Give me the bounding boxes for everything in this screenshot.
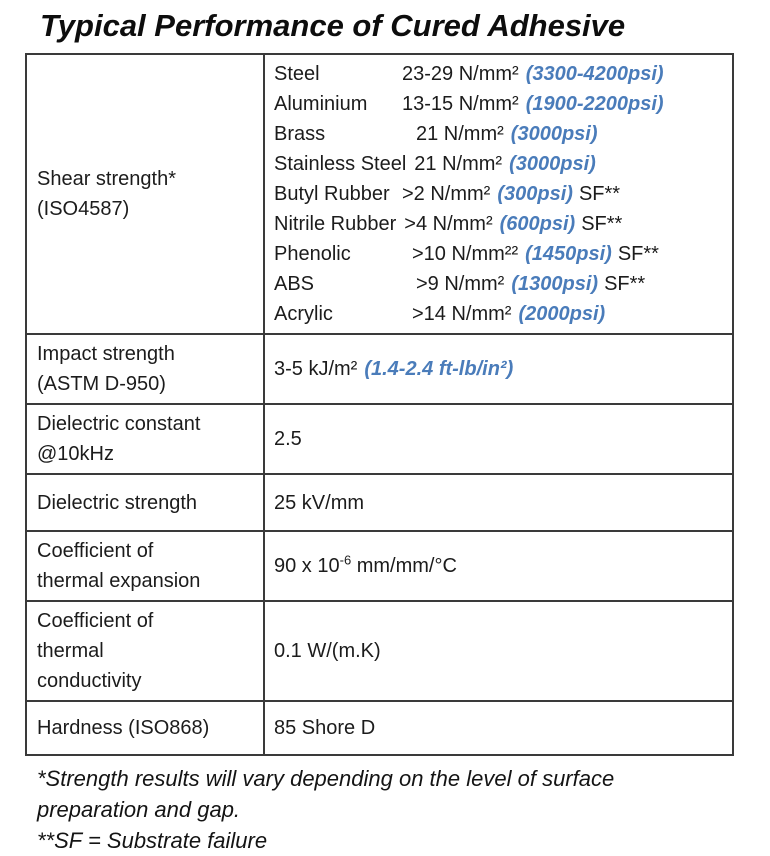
substrate-psi-value: (1900-2200psi) [525, 93, 664, 115]
substrate-failure-note: SF** [578, 183, 621, 205]
substrate-value: >2 N/mm² [402, 183, 491, 205]
row-label-line: Dielectric strength [37, 491, 198, 514]
impact-strength-value: 3-5 kJ/m² [274, 358, 358, 380]
row-value-dielectric-strength [264, 474, 733, 531]
footnote-strength-line2: preparation and gap. [37, 797, 241, 822]
dielectric-constant-value: 2.5 [274, 428, 302, 450]
substrate-name: Butyl Rubber [274, 183, 390, 205]
row-label-shear-strength [26, 54, 264, 334]
substrate-failure-note: SF** [581, 213, 623, 235]
thermal-expansion-value: 90 x $10^{-6}$ mm/mm/°C [274, 552, 457, 577]
row-label-line: Dielectric constant [37, 413, 201, 435]
substrate-value: >9 N/mm² [416, 273, 505, 295]
substrate-value: 21 N/mm² [416, 123, 504, 145]
substrate-psi-value: (2000psi) [518, 303, 606, 325]
row-label-line: conductivity [37, 670, 142, 692]
substrate-name: Steel [274, 63, 320, 85]
superscript-exponent: -6 [339, 552, 352, 568]
row-label-line: (ASTM D-950) [37, 373, 166, 395]
substrate-value: >4 N/mm² [404, 213, 493, 235]
row-value-thermal-expansion [264, 531, 733, 601]
row-label-line: @10kHz [37, 443, 114, 465]
row-label-dielectric-constant [26, 404, 264, 474]
table-row-shear-strength [26, 54, 733, 334]
substrate-value: 13-15 N/mm² [402, 93, 519, 115]
page-title: Typical Performance of Cured Adhesive [40, 8, 626, 43]
substrate-row-acrylic [274, 299, 726, 329]
row-label-line: thermal expansion [37, 570, 201, 592]
substrate-value: 23-29 N/mm² [402, 63, 519, 85]
substrate-row-nitrile-rubber [274, 209, 726, 239]
substrate-failure-note: SF** [604, 273, 646, 295]
impact-strength-alt-value: (1.4-2.4 ft-lb/in²) [364, 358, 514, 380]
substrate-row-abs [274, 269, 726, 299]
row-label-dielectric-strength [26, 474, 264, 531]
substrate-psi-value: (3000psi) [510, 123, 598, 145]
row-label-hardness [26, 701, 264, 755]
substrate-row-phenolic [274, 239, 726, 269]
table-row-hardness [26, 701, 733, 755]
dielectric-strength-value: 25 kV/mm [274, 491, 365, 514]
substrate-psi-value: (300psi) [497, 183, 573, 205]
row-label-line: (ISO4587) [37, 198, 130, 220]
substrate-name: Phenolic [274, 243, 351, 265]
substrate-name: Stainless Steel [274, 153, 407, 175]
footnote-strength-line1: *Strength results will vary depending on the level of surface [37, 766, 615, 791]
row-value-hardness [264, 701, 733, 755]
row-label-line: Shear strength* [37, 168, 176, 190]
substrate-value: >10 N/mm²² [412, 243, 519, 265]
substrate-psi-value: (3300-4200psi) [525, 63, 664, 85]
substrate-row-steel [274, 59, 726, 89]
table-row-thermal-conductivity [26, 601, 733, 701]
substrate-row-brass [274, 119, 726, 149]
table-row-impact-strength [26, 334, 733, 404]
document-page [0, 8, 770, 853]
substrate-psi-value: (1450psi) [525, 243, 612, 265]
substrate-name: Acrylic [274, 303, 333, 325]
footnotes [37, 763, 770, 856]
row-label-thermal-conductivity [26, 601, 264, 701]
row-label-line: Coefficient of [37, 540, 154, 562]
substrate-failure-note: SF** [617, 243, 659, 265]
performance-table [25, 53, 734, 756]
row-label-impact-strength [26, 334, 264, 404]
row-label-line: Hardness (ISO868) [37, 717, 210, 739]
row-value-dielectric-constant [264, 404, 733, 474]
row-value-shear-strength [264, 54, 733, 334]
row-label-thermal-expansion [26, 531, 264, 601]
substrate-name: Aluminium [274, 93, 368, 115]
substrate-value: >14 N/mm² [412, 303, 512, 325]
substrate-psi-value: (3000psi) [509, 153, 596, 175]
hardness-value: 85 Shore D [274, 717, 376, 739]
substrate-name: Nitrile Rubber [274, 213, 397, 235]
substrate-row-aluminium [274, 89, 726, 119]
table-row-dielectric-constant [26, 404, 733, 474]
substrate-row-stainless-steel [274, 149, 726, 179]
footnote-substrate-failure: **SF = Substrate failure [37, 828, 268, 853]
table-row-thermal-expansion [26, 531, 733, 601]
row-label-line: Impact strength [37, 343, 175, 365]
substrate-name: ABS [274, 273, 315, 295]
table-row-dielectric-strength [26, 474, 733, 531]
thermal-conductivity-value: 0.1 W/(m.K) [274, 640, 381, 662]
substrate-row-butyl-rubber [274, 179, 726, 209]
row-label-line: Coefficient of [37, 610, 154, 632]
row-value-thermal-conductivity [264, 601, 733, 701]
row-label-line: thermal [37, 640, 104, 662]
substrate-psi-value: (600psi) [499, 213, 576, 235]
row-value-impact-strength [264, 334, 733, 404]
substrate-name: Brass [274, 123, 326, 145]
substrate-value: 21 N/mm² [414, 153, 503, 175]
substrate-psi-value: (1300psi) [511, 273, 599, 295]
